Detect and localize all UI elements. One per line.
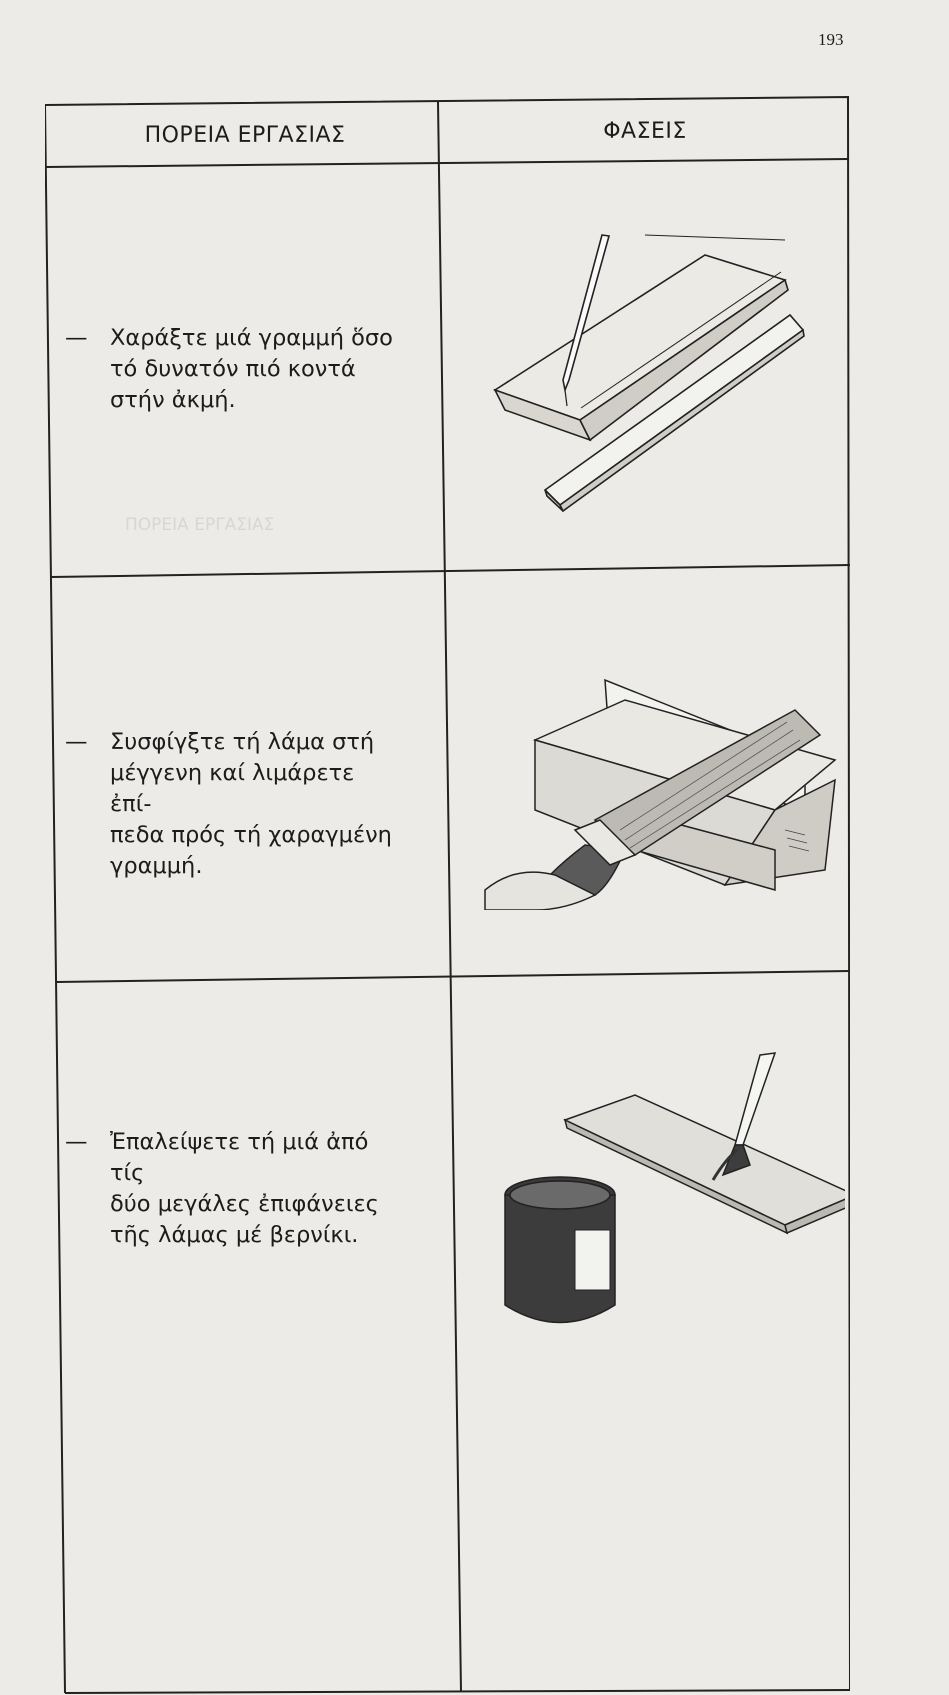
procedure-table (45, 95, 850, 1695)
step-1 (65, 323, 395, 416)
step-2 (65, 727, 395, 882)
page-number: 193 (818, 30, 844, 49)
filing-in-vise-illustration (475, 670, 840, 910)
varnishing-illustration (475, 1025, 845, 1325)
bleed-through-text: ΠΟΡΕΙΑ ΕΡΓΑΣΙΑΣ (125, 515, 275, 535)
step-dash: — (65, 729, 88, 755)
scribing-line-illustration (485, 230, 805, 520)
step-dash: — (65, 325, 88, 351)
step-3 (65, 1127, 395, 1251)
step-3-text: Ἐπαλείψετε τή μιά ἀπό τίς δύο μεγάλες ἐπιφάνειες τῆς λάμας μέ βερνίκι. (110, 1129, 379, 1248)
step-dash: — (65, 1129, 88, 1155)
step-1-text: Χαράξτε μιά γραμμή ὅσο τό δυνατόν πιό κοντά στήν ἀκμή. (110, 325, 393, 413)
header-phases: ΦΑΣΕΙΣ (603, 119, 687, 144)
header-procedure: ΠΟΡΕΙΑ ΕΡΓΑΣΙΑΣ (144, 123, 346, 148)
step-2-text: Συσφίγξτε τή λάμα στή μέγγενη καί λιμάρετε ἐπί- πεδα πρός τή χαραγμένη γραμμή. (110, 729, 392, 879)
